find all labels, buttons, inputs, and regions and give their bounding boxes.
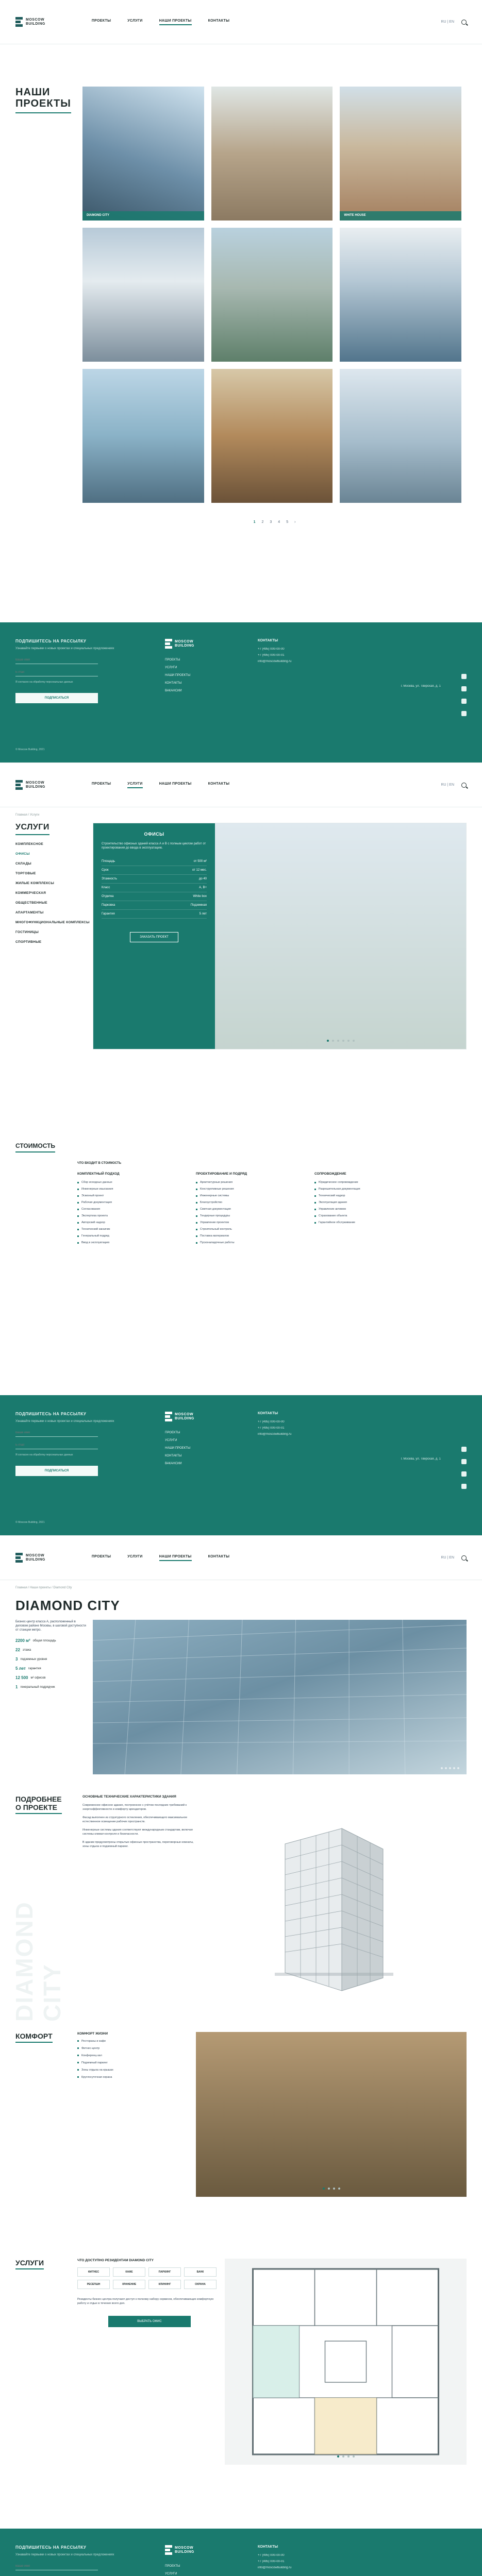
copyright: © Moscow Building, 2021 — [15, 1521, 45, 1524]
comfort-title — [15, 2032, 77, 2248]
service-row — [102, 892, 207, 901]
cost-item: Инженерные изыскания — [77, 1188, 186, 1191]
cost-item: Управление активом — [314, 1208, 423, 1211]
project-facts — [15, 1620, 93, 1774]
row-label: Отделка — [102, 895, 114, 898]
footer-brand-1: MOSCOW — [175, 1413, 194, 1416]
subscribe-button[interactable]: ПОДПИСАТЬСЯ — [15, 693, 98, 703]
subscribe-title: ПОДПИШИТЕСЬ НА РАССЫЛКУ — [15, 1412, 87, 1416]
carousel-dot[interactable] — [445, 1767, 447, 1769]
address: г. Москва, ул. Тверская, д. 1 — [401, 1458, 441, 1461]
cost-title: СТОИМОСТЬ — [15, 1142, 55, 1153]
comfort-item: Круглосуточная охрана — [77, 2075, 186, 2079]
search-icon[interactable] — [461, 783, 467, 788]
page-5[interactable]: 5 — [286, 520, 289, 524]
cost-item: Управление проектом — [196, 1221, 304, 1224]
services-text: Резиденты бизнес-центра получают доступ к полному набору сервисов, обеспечивающих комфортную работу и отдых в течение всего дня. — [77, 2298, 214, 2305]
glass-facade-illustration — [93, 1620, 467, 1774]
sidebar-item[interactable]: СКЛАДЫ — [15, 862, 31, 866]
cost-section — [0, 1142, 482, 1384]
comfort-item: Фитнес-центр — [77, 2046, 186, 2050]
footer-brand-2: BUILDING — [175, 1417, 194, 1420]
sidebar-item[interactable]: МНОГОФУНКЦИОНАЛЬНЫЕ КОМПЛЕКСЫ — [15, 921, 90, 924]
main-nav — [92, 19, 229, 25]
brand-line-1: MOSCOW — [26, 1553, 45, 1557]
hero-photo — [93, 1620, 467, 1774]
phone[interactable]: +7 (495) 000-00-01 — [258, 1427, 285, 1430]
footer-logo-icon — [165, 2545, 172, 2555]
brand-line-1: MOSCOW — [26, 18, 45, 22]
row-value: White box — [193, 895, 207, 898]
fact — [15, 1685, 88, 1689]
service-tag[interactable]: РЕСЕПШН — [77, 2280, 110, 2289]
main-nav — [92, 1555, 229, 1561]
about-paragraph: Инженерные системы здания соответствуют международным стандартам, включая системы климат-контроля и безопасности. — [82, 1828, 193, 1836]
service-tag[interactable]: ОХРАНА — [184, 2280, 217, 2289]
carousel-dot[interactable] — [453, 1767, 455, 1769]
cost-item: Рабочая документация — [77, 1201, 186, 1204]
service-tag[interactable]: КАФЕ — [113, 2267, 145, 2277]
about-paragraph: В здании предусмотрены открытые офисные пространства, переговорные комнаты, зоны отдыха и подземный паркинг. — [82, 1841, 194, 1848]
brand-line-1: MOSCOW — [26, 781, 45, 785]
about-paragraph: Современное офисное здание, построенное с учётом последних требований к энергоэффективности и комфорту арендаторов. — [82, 1804, 187, 1811]
row-value: 5 лет — [199, 912, 207, 916]
search-icon[interactable] — [461, 1555, 467, 1561]
cost-item: Инженерные системы — [196, 1194, 304, 1197]
nav-item-services[interactable]: УСЛУГИ — [127, 782, 142, 788]
row-value: от 12 мес. — [192, 869, 207, 872]
services-title: УСЛУГИ — [15, 823, 49, 835]
page-diamond-city — [0, 1535, 482, 2576]
footer-brand-2: BUILDING — [175, 2550, 194, 2554]
footer-link[interactable]: КОНТАКТЫ — [165, 682, 182, 685]
cost-column-title: ПРОЕКТИРОВАНИЕ И ПОДРЯД — [196, 1172, 247, 1176]
project-card[interactable] — [211, 228, 333, 362]
page-projects — [0, 0, 482, 762]
footer-logo-icon — [165, 639, 172, 649]
sidebar-item[interactable]: КОМПЛЕКСНОЕ — [15, 842, 43, 846]
about-heading: ОСНОВНЫЕ ТЕХНИЧЕСКИЕ ХАРАКТЕРИСТИКИ ЗДАНИЯ — [82, 1795, 176, 1799]
subscribe-button[interactable]: ПОДПИСАТЬСЯ — [15, 1466, 98, 1476]
carousel-dot[interactable] — [353, 2455, 355, 2458]
footer-link[interactable]: ВАКАНСИИ — [165, 689, 182, 692]
email-input[interactable] — [15, 668, 98, 676]
fact — [15, 1666, 88, 1671]
email[interactable]: info@moscowbuilding.ru — [258, 660, 292, 663]
row-label: Парковка — [102, 904, 115, 907]
breadcrumb[interactable]: Главная / Услуги — [15, 814, 40, 817]
carousel-dot[interactable] — [457, 1767, 459, 1769]
carousel-dot[interactable] — [347, 2455, 350, 2458]
facebook-icon[interactable] — [461, 686, 467, 691]
row-value: A, B+ — [199, 886, 207, 889]
logo[interactable] — [15, 1553, 45, 1563]
service-tag[interactable]: КЛИНИНГ — [148, 2280, 181, 2289]
fact-value: 1 — [15, 1685, 18, 1689]
sidebar-item[interactable]: АПАРТАМЕНТЫ — [15, 911, 44, 914]
footer — [0, 1395, 482, 1535]
row-label: Площадь — [102, 860, 115, 863]
cost-item: Генеральный подряд — [77, 1234, 186, 1238]
hero — [0, 1620, 482, 1774]
cost-item: Строительный контроль — [196, 1228, 304, 1231]
comfort-item: Конференц-зал — [77, 2054, 186, 2058]
project-title: DIAMOND CITY — [15, 1598, 120, 1613]
comfort-section — [0, 2022, 482, 2248]
phone[interactable]: +7 (495) 000-00-00 — [258, 648, 285, 651]
carousel-dot[interactable] — [327, 1040, 329, 1042]
brand-line-2: BUILDING — [26, 785, 45, 789]
cost-item: Гарантийное обслуживание — [314, 1221, 423, 1224]
project-intro: Бизнес-центр класса А, расположенный в деловом районе Москвы, в шаговой доступности от станции метро. — [15, 1620, 86, 1632]
carousel-dot[interactable] — [338, 2188, 340, 2190]
nav-item-our-projects[interactable]: НАШИ ПРОЕКТЫ — [159, 782, 192, 786]
comfort-item: Рестораны и кафе — [77, 2039, 186, 2043]
sidebar-item[interactable]: ТОРГОВЫЕ — [15, 872, 36, 875]
fact-label: этажа — [22, 1648, 31, 1652]
project-label: WHITE HOUSE — [340, 211, 461, 221]
project-card[interactable] — [211, 369, 333, 503]
row-label: Класс — [102, 886, 110, 889]
sidebar-item-offices[interactable]: ОФИСЫ — [15, 852, 30, 856]
footer — [0, 2529, 482, 2576]
fact-value: 12 500 — [15, 1675, 28, 1680]
cost-item: Эскизный проект — [77, 1194, 186, 1197]
service-tag[interactable]: БАНК — [184, 2267, 217, 2277]
service-tag[interactable]: ПАРКИНГ — [148, 2267, 181, 2277]
fact — [15, 1648, 88, 1652]
phone[interactable]: +7 (495) 000-00-00 — [258, 1420, 285, 1423]
footer-link[interactable]: УСЛУГИ — [165, 666, 177, 669]
main-nav — [92, 782, 229, 788]
fact — [15, 1675, 88, 1680]
service-row — [102, 901, 207, 910]
header — [0, 0, 482, 44]
cost-item: Авторский надзор — [77, 1221, 186, 1224]
service-tag[interactable]: ФИТНЕС — [77, 2267, 110, 2277]
language-switch[interactable]: RU | EN — [441, 20, 454, 24]
language-switch[interactable]: RU | EN — [441, 783, 454, 787]
service-row — [102, 866, 207, 875]
brand-line-2: BUILDING — [26, 1557, 45, 1562]
carousel-dots — [327, 1040, 355, 1042]
project-card[interactable] — [340, 228, 461, 362]
name-input[interactable] — [15, 2562, 98, 2570]
page-1[interactable]: 1 — [253, 520, 256, 524]
cost-item: Согласования — [77, 1208, 186, 1211]
about-title-2: О ПРОЕКТЕ — [15, 1803, 58, 1811]
page-services — [0, 762, 482, 1535]
row-label: Срок — [102, 869, 109, 872]
row-value: Подземная — [190, 904, 207, 907]
social-links — [461, 1447, 467, 1489]
cost-item: Поставка материалов — [196, 1234, 304, 1238]
contacts-title: КОНТАКТЫ — [258, 2545, 278, 2549]
row-value: от 500 м² — [193, 860, 207, 863]
side-watermark: DIAMOND CITY — [11, 1901, 65, 2022]
fact-label: подземных уровня — [20, 1657, 47, 1661]
youtube-icon[interactable] — [461, 711, 467, 716]
email[interactable]: info@moscowbuilding.ru — [258, 2566, 292, 2569]
name-input[interactable] — [15, 656, 98, 664]
service-photo — [215, 823, 466, 1049]
cost-item: Пусконаладочные работы — [196, 1241, 304, 1244]
carousel-dot[interactable] — [328, 2188, 330, 2190]
header — [0, 763, 482, 807]
cost-item: Сбор исходных данных — [77, 1181, 186, 1184]
carousel-dot[interactable] — [337, 2455, 339, 2458]
service-row — [102, 857, 207, 866]
services-title-text: УСЛУГИ — [15, 2259, 44, 2269]
comfort-heading: КОМФОРТ ЖИЗНИ — [77, 2032, 108, 2036]
service-text: Строительство офисных зданий класса А и B с полным циклом работ от проектирования до ввода в эксплуатацию. — [102, 842, 206, 850]
fact-value: 3 — [15, 1657, 18, 1662]
subscribe-title: ПОДПИШИТЕСЬ НА РАССЫЛКУ — [15, 2545, 87, 2550]
carousel-dot[interactable] — [353, 1040, 355, 1042]
cost-item: Технический надзор — [314, 1194, 423, 1197]
building-render — [196, 1795, 467, 2022]
projects-grid — [82, 87, 467, 509]
phone[interactable]: +7 (495) 000-00-01 — [258, 654, 285, 657]
carousel-dot[interactable] — [337, 1040, 339, 1042]
nav-item-our-projects[interactable]: НАШИ ПРОЕКТЫ — [159, 1555, 192, 1561]
logo-icon — [15, 17, 23, 27]
logo[interactable] — [15, 17, 45, 27]
footer-link[interactable]: НАШИ ПРОЕКТЫ — [165, 674, 191, 677]
about-text — [77, 1795, 196, 2022]
footer-brand-1: MOSCOW — [175, 2546, 194, 2550]
resident-services-section — [0, 2248, 482, 2557]
instagram-icon[interactable] — [461, 699, 467, 704]
about-paragraph: Фасад выполнен из структурного остекления, обеспечивающего максимальное естественное освещение рабочих пространств. — [82, 1816, 188, 1823]
cost-item: Технический заказчик — [77, 1228, 186, 1231]
cost-column-title: СОПРОВОЖДЕНИЕ — [314, 1172, 346, 1176]
row-label: Этажность — [102, 877, 117, 880]
services-title — [15, 2259, 77, 2557]
carousel-dot[interactable] — [449, 1767, 451, 1769]
title-line-2: ПРОЕКТЫ — [15, 98, 71, 109]
cost-column-title: КОМПЛЕКТНЫЙ ПОДХОД — [77, 1172, 120, 1176]
name-input[interactable] — [15, 1429, 98, 1437]
fact-value: 22 — [15, 1648, 20, 1652]
cost-item: Юридическое сопровождение — [314, 1181, 423, 1184]
service-tags — [77, 2267, 217, 2289]
carousel-dot[interactable] — [332, 1040, 334, 1042]
carousel-dot[interactable] — [342, 1040, 344, 1042]
subscribe-text: Узнавайте первыми о новых проектах и специальных предложениях — [15, 2553, 114, 2556]
choose-office-button[interactable]: ВЫБРАТЬ ОФИС — [108, 2316, 191, 2327]
logo[interactable] — [15, 780, 45, 790]
cost-column — [77, 1172, 186, 1248]
cost-columns — [15, 1172, 467, 1248]
logo-icon — [15, 1553, 23, 1563]
sidebar-item[interactable]: КОММЕРЧЕСКАЯ — [15, 891, 46, 895]
order-project-button[interactable]: ЗАКАЗАТЬ ПРОЕКТ — [130, 932, 178, 942]
page-4[interactable]: 4 — [278, 520, 280, 524]
nav-item-projects[interactable]: ПРОЕКТЫ — [91, 1554, 111, 1558]
about-section — [0, 1774, 482, 2022]
carousel-dots — [337, 2455, 355, 2458]
floor-plan-illustration — [225, 2259, 467, 2465]
project-card[interactable] — [82, 228, 204, 362]
hero-carousel-dots — [441, 1767, 459, 1769]
service-row — [102, 875, 207, 884]
language-switch[interactable]: RU | EN — [441, 1556, 454, 1560]
fact — [15, 1657, 88, 1662]
vk-icon[interactable] — [461, 1447, 467, 1452]
about-title-1: ПОДРОБНЕЕ — [15, 1795, 62, 1803]
nav-item-services[interactable]: УСЛУГИ — [127, 19, 143, 23]
footer-link[interactable]: КОНТАКТЫ — [165, 1454, 182, 1458]
carousel-dot[interactable] — [441, 1767, 443, 1769]
pagination — [82, 520, 467, 524]
sidebar-item[interactable]: ГОСТИНИЦЫ — [15, 930, 39, 934]
project-card[interactable] — [340, 87, 461, 221]
email[interactable]: info@moscowbuilding.ru — [258, 1433, 292, 1436]
fact-value: 5 лет — [15, 1666, 26, 1671]
facebook-icon[interactable] — [461, 1459, 467, 1464]
fact — [15, 1638, 88, 1643]
cost-item: Разрешительная документация — [314, 1188, 423, 1191]
footer-link[interactable]: УСЛУГИ — [165, 2572, 177, 2575]
carousel-dot[interactable] — [342, 2455, 344, 2458]
cost-item: Конструктивные решения — [196, 1188, 304, 1191]
project-label: DIAMOND CITY — [82, 211, 204, 221]
project-card[interactable] — [340, 369, 461, 503]
cost-item: Сметная документация — [196, 1208, 304, 1211]
sidebar-item[interactable]: СПОРТИВНЫЕ — [15, 940, 42, 944]
footer-link[interactable]: ПРОЕКТЫ — [165, 1431, 180, 1434]
fact-label: генеральный подрядчик — [20, 1685, 55, 1689]
sidebar-item[interactable]: ОБЩЕСТВЕННЫЕ — [15, 901, 47, 905]
contacts-title: КОНТАКТЫ — [258, 1412, 278, 1415]
cost-item: Архитектурные решения — [196, 1181, 304, 1184]
footer-logo-icon — [165, 1412, 172, 1422]
footer-brand-2: BUILDING — [175, 644, 194, 648]
vk-icon[interactable] — [461, 674, 467, 679]
search-icon[interactable] — [461, 20, 467, 25]
cost-item: Благоустройство — [196, 1201, 304, 1204]
subscribe-text: Узнавайте первыми о новых проектах и специальных предложениях — [15, 647, 114, 650]
service-row — [102, 884, 207, 892]
building-illustration — [254, 1823, 409, 1993]
footer — [0, 622, 482, 762]
service-info — [93, 823, 215, 1049]
footer-link[interactable]: ВАКАНСИИ — [165, 1462, 182, 1465]
phone[interactable]: +7 (495) 000-00-00 — [258, 2554, 285, 2557]
breadcrumb[interactable]: Главная / Наши проекты / Diamond City — [15, 1586, 72, 1589]
cost-column — [314, 1172, 423, 1248]
carousel-dot[interactable] — [347, 1040, 350, 1042]
page-3[interactable]: 3 — [270, 520, 272, 524]
cost-item: Тендерные процедуры — [196, 1214, 304, 1217]
comfort-list — [77, 2032, 186, 2248]
social-links — [461, 674, 467, 716]
project-card[interactable] — [211, 87, 333, 221]
logo-icon — [15, 780, 23, 790]
subscribe-title: ПОДПИШИТЕСЬ НА РАССЫЛКУ — [15, 639, 87, 643]
nav-item-services[interactable]: УСЛУГИ — [127, 1554, 143, 1558]
about-title — [15, 1795, 62, 1814]
fact-label: м² офисов — [30, 1676, 46, 1680]
comfort-item: Зоны отдыха на крышах — [77, 2068, 186, 2072]
row-value: до 40 — [198, 877, 207, 880]
header — [0, 1536, 482, 1580]
cost-item: Экспертиза проекта — [77, 1214, 186, 1217]
phone[interactable]: +7 (495) 000-00-01 — [258, 2560, 285, 2563]
instagram-icon[interactable] — [461, 1471, 467, 1477]
youtube-icon[interactable] — [461, 1484, 467, 1489]
copyright: © Moscow Building, 2021 — [15, 748, 45, 751]
nav-item-projects[interactable]: ПРОЕКТЫ — [91, 782, 111, 786]
service-row — [102, 910, 207, 919]
cost-item: Эксплуатация здания — [314, 1201, 423, 1204]
comfort-photo — [196, 2032, 467, 2197]
projects-section — [0, 75, 482, 524]
sidebar-item[interactable]: ЖИЛЫЕ КОМПЛЕКСЫ — [15, 882, 55, 885]
nav-item-contacts[interactable]: КОНТАКТЫ — [208, 1554, 230, 1558]
page-2[interactable]: 2 — [261, 520, 264, 524]
cost-item: Ввод в эксплуатацию — [77, 1241, 186, 1244]
floor-plan — [225, 2259, 467, 2465]
footer-link[interactable]: ПРОЕКТЫ — [165, 658, 180, 662]
project-card[interactable] — [82, 369, 204, 503]
subscribe-text: Узнавайте первыми о новых проектах и специальных предложениях — [15, 1420, 114, 1423]
nav-item-contacts[interactable]: КОНТАКТЫ — [208, 19, 230, 23]
page-title — [15, 87, 82, 359]
cost-lead: ЧТО ВХОДИТ В СТОИМОСТЬ — [77, 1162, 122, 1165]
carousel-dot[interactable] — [323, 2188, 325, 2190]
cost-column — [196, 1172, 304, 1248]
comfort-item: Подземный паркинг — [77, 2061, 186, 2065]
consent-checkbox[interactable]: Я согласен на обработку персональных данных — [15, 1453, 73, 1456]
nav-item-contacts[interactable]: КОНТАКТЫ — [208, 782, 230, 786]
services-sidebar — [15, 823, 93, 1142]
consent-checkbox[interactable]: Я согласен на обработку персональных данных — [15, 681, 73, 684]
service-title: ОФИСЫ — [144, 832, 164, 837]
footer-link[interactable]: ПРОЕКТЫ — [165, 2565, 180, 2568]
next-page-arrow-icon[interactable]: › — [294, 520, 296, 524]
footer-link[interactable]: НАШИ ПРОЕКТЫ — [165, 1447, 191, 1450]
comfort-title-text: КОМФОРТ — [15, 2032, 53, 2043]
fact-label: гарантия — [28, 1667, 41, 1670]
fact-label: общая площадь — [32, 1639, 56, 1642]
contacts-title: КОНТАКТЫ — [258, 639, 278, 642]
services-section — [0, 823, 482, 1142]
brand-line-2: BUILDING — [26, 22, 45, 26]
service-card — [93, 823, 467, 1049]
nav-item-our-projects[interactable]: НАШИ ПРОЕКТЫ — [159, 19, 192, 25]
project-card[interactable] — [82, 87, 204, 221]
services-heading: ЧТО ДОСТУПНО РЕЗИДЕНТАМ DIAMOND CITY — [77, 2259, 154, 2262]
row-label: Гарантия — [102, 912, 115, 916]
fact-value: 2200 м² — [15, 1638, 30, 1643]
address: г. Москва, ул. Тверская, д. 1 — [401, 685, 441, 688]
footer-link[interactable]: УСЛУГИ — [165, 1439, 177, 1442]
carousel-dot[interactable] — [333, 2188, 335, 2190]
email-input[interactable] — [15, 1441, 98, 1449]
service-tag[interactable]: ХРАНЕНИЕ — [113, 2280, 145, 2289]
nav-item-projects[interactable]: ПРОЕКТЫ — [91, 19, 111, 23]
title-line-1: НАШИ — [15, 87, 51, 98]
carousel-dots — [323, 2188, 340, 2190]
cost-item: Страхование объекта — [314, 1214, 423, 1217]
footer-brand-1: MOSCOW — [175, 640, 194, 643]
